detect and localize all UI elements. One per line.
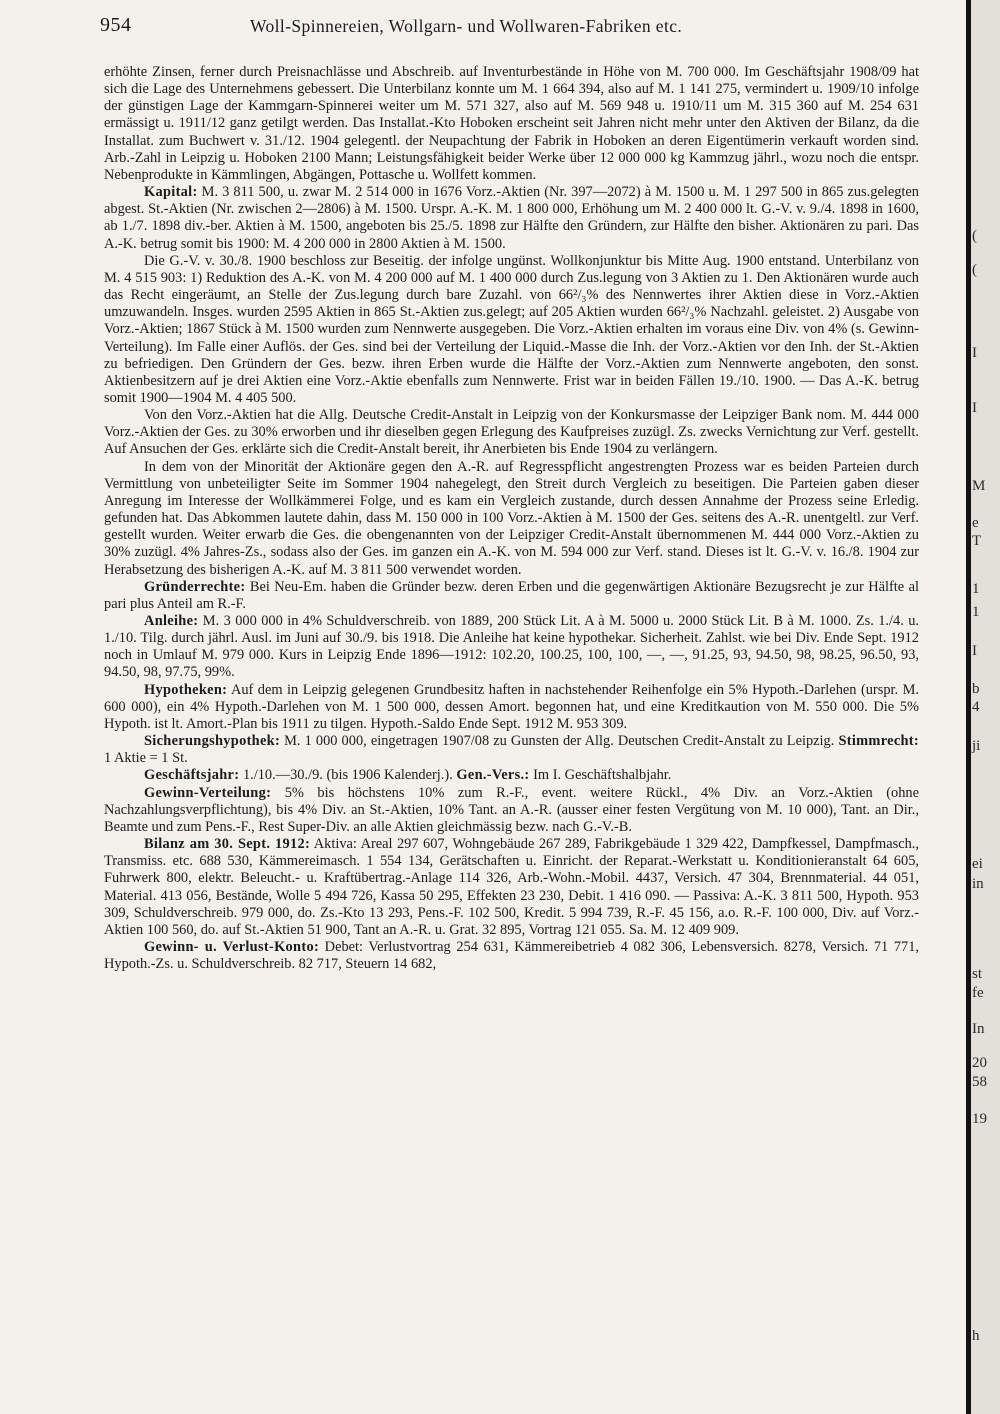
adjacent-page-edge [966,0,1000,1414]
paragraph-text: erhöhte Zinsen, ferner durch Preisnachlässe und Abschreib. auf Inventurbestände in Höhe von M. 700 000. Im Geschäftsjahr 1908/09 hat sich die Lage des Unternehmens gebessert. Die Unterbilanz konnte um M. 1 664 394, also auf M. 1 141 275, vermindert u. 1909/10 infolge der günstigen Lage der Kammgarn-Spinnerei weiter um M. 571 327, also auf M. 569 948 u. 1910/11 um M. 315 360 auf M. 254 631 ermässigt u. 1911/12 ganz getilgt werden. Das Installat.-Kto Hoboken erscheint seit Jahren nicht mehr unter den Aktiven der Bilanz, da die Installat. zum Buchwert v. 31./12. 1904 gelegentl. der Neupachtung der Fabrik in Hoboken an deren Eigentümerin verkauft worden sind. Arb.-Zahl in Leipzig u. Hoboken 2100 Mann; Leistungsfähigkeit beider Werke über 12 000 000 kg Kammzug jährl., wozu noch die entspr. Nebenprodukte in Kämmlingen, Abgängen, Pottasche u. Wollfett kommen. [104,64,919,183]
margin-fragment: ji [972,738,981,754]
paragraph-prozess [104,459,919,579]
paragraph-anleihe [104,613,919,682]
margin-fragment: ( [972,228,977,244]
margin-fragment: h [972,1328,980,1344]
margin-fragment: 58 [972,1074,987,1090]
margin-fragment: st [972,966,983,982]
margin-fragment: ei [972,856,983,872]
paragraph-text: M. 1 000 000, eingetragen 1907/08 zu Gunsten der Allg. Deutschen Credit-Anstalt zu Leipzig. [284,733,835,750]
paragraph-text: Bei Neu-Em. haben die Gründer bezw. deren Erben und die gegenwärtigen Aktionäre Bezugsrecht je zur Hälfte al pari plus Anteil am R.-F. [104,578,919,612]
margin-fragment: I [972,400,977,416]
paragraph-text: Debet: Verlustvortrag 254 631, Kämmereibetrieb 4 082 306, Lebensversich. 8278, Versich. 71 771, Hypoth.-Zs. u. Schuldverschreib. 82 717, Steuern 14 682, [104,938,920,973]
margin-fragment: I [972,643,977,659]
paragraph-hypotheken [104,682,919,733]
margin-fragment: e [972,515,979,531]
paragraph-sicherungshypothek [104,733,919,767]
paragraph-geschaeftsjahr [104,767,919,784]
paragraph-gv-beschluss [104,253,919,407]
paragraph-bilanz [104,836,919,939]
paragraph-text-gen-vers: Im I. Geschäftshalbjahr. [533,767,672,784]
section-label: Gewinn-Verteilung: [144,784,272,801]
section-label-stimmrecht: Stimmrecht: [838,733,919,750]
section-label: Anleihe: [144,613,199,629]
section-label: Geschäftsjahr: [144,767,240,784]
section-label-gen-vers: Gen.-Vers.: [456,767,530,784]
paragraph-gewinn-verlust [104,939,919,973]
page-header [100,14,920,44]
section-label: Gründerrechte: [144,578,246,595]
margin-fragment: 19 [972,1111,987,1127]
paragraph-text: Aktiva: Areal 297 607, Wohngebäude 267 289, Fabrikgebäude 1 329 422, Dampfkessel, Dampfmasch., Transmiss. etc. 688 530, Kämmereimasch. 1 554 134, Gerätschaften u. Einricht. der Reparat.-Werkstatt u. Konditionieranstalt 64 605, Fuhrwerk 800, elektr. Beleucht.- u. Kraftübertrag.-Anlage 114 326, Arb.-Wohn.-Mobil. 4437, Versich. 47 304, Brennmaterial. 44 051, Material. 413 056, Bestände, Wolle 5 494 726, Kassa 50 295, Effekten 23 230, Debit. 1 416 090. — Passiva: A.-K. 3 811 500, Hypoth. 953 309, Schuldverschreib. 979 000, do. Zs.-Kto 13 293, Pens.-F. 102 500, Kredit. 5 994 739, R.-F. 45 156, a.o. R.-F. 100 000, Div. auf Vorz.-Aktien 100 560, do. auf St.-Aktien 51 900, Tant an A.-R. u. Grat. 32 895, Vortrag 121 055. Sa. M. 12 409 909. [104,836,919,938]
paragraph-kapital [104,184,919,253]
paragraph-text: M. 3 811 500, u. zwar M. 2 514 000 in 1676 Vorz.-Aktien (Nr. 397—2072) à M. 1500 u. M. 1 297 500 in 865 zus.gelegten abgest. St.-Aktien (Nr. zwischen 2—2806) à M. 1500. Urspr. A.-K. M. 1 800 000, Erhöhung um M. 2 400 000 lt. G.-V. v. 9./4. 1898 in 1600, ab 1./7. 1898 div.-ber. Aktien à M. 1500, angeboten bis 25./5. 1898 zur Hälfte den Gründern, zur Hälfte den bisher. Aktionären zu pari. Das A.-K. betrug somit bis 1900: M. 4 200 000 in 2800 Aktien à M. 1500. [104,184,919,252]
margin-fragment: T [972,533,982,549]
margin-fragment: 1 [972,604,980,620]
page-number: 954 [100,14,132,36]
paragraph-text: Die G.-V. v. 30./8. 1900 beschloss zur Beseitig. der infolge ungünst. Wollkonjunktur bis Mitte Aug. 1900 entstand. Unterbilanz von M. 4 515 903: 1) Reduktion des A.-K. von M. 4 200 000 auf M. 1 400 000 durch Zus.legung von 3 Aktien zu 1. Den Aktionären wurde auch das Recht eingeräumt, an Stelle der Zus.legung durch bare Zuzahl. von 66²/₃% des Nennwertes ihrer Aktien diese in Vorz.-Aktien umzuwandeln. Insges. wurden 2595 Aktien in 865 St.-Aktien zus.gelegt; auf 205 Aktien wurden 66²/₃% Nachzahl. geleistet. 2) Ausgabe von Vorz.-Aktien; 1867 Stück à M. 1500 wurden zum Nennwerte ausgegeben. Die Vorz.-Aktien erhalten im voraus eine Div. von 4% (s. Gewinn-Verteilung). Im Falle einer Auflös. der Ges. sind bei der Verteilung der Liquid.-Masse die Inh. der Vorz.-Aktien vor den Inh. der St.-Aktien zu befriedigen. Den Gründern der Ges. bezw. ihren Erben wurde die Hälfte der Vorz.-Aktien zum Nennwerte angeboten, den sonst. Aktienbesitzern auf je drei Aktien eine Vorz.-Aktie ebenfalls zum Nennwerte. Frist war in beiden Fällen 19./10. 1900. — Das A.-K. betrug somit 1900—1904 M. 4 405 500. [104,252,919,406]
margin-fragment: 20 [972,1055,987,1071]
section-label: Kapital: [144,184,198,201]
margin-fragment: fe [972,985,984,1001]
margin-fragment: 4 [972,699,980,715]
section-label: Gewinn- u. Verlust-Konto: [144,938,320,955]
section-label: Hypotheken: [144,681,228,698]
paragraph-text: Von den Vorz.-Aktien hat die Allg. Deutsche Credit-Anstalt in Leipzig von der Konkursmasse der Leipziger Bank nom. M. 444 000 Vorz.-Aktien der Ges. zu 30% erworben und ihr dieselben gegen Erlegung des Kaufpreises zuzügl. Zs. zwecks Vernichtung zur Verf. gestellt. Auf Ansuchen der Ges. erklärte sich die Credit-Anstalt bereit, ihr Anerbieten bis Ende 1904 zu verlängern. [104,407,919,458]
body-text [104,64,919,973]
margin-fragment: b [972,681,980,697]
paragraph-text: M. 3 000 000 in 4% Schuldverschreib. von 1889, 200 Stück Lit. A à M. 5000 u. 2000 Stück Lit. B à M. 1000. Zs. 1./4. u. 1./10. Tilg. durch jährl. Ausl. im Juni auf 30./9. bis 1918. Die Anleihe hat keine hypothekar. Sicherheit. Zahlst. wie bei Div. Ende Sept. 1912 noch in Umlauf M. 979 000. Kurs in Leipzig Ende 1896—1912: 102.20, 100.25, 100, 100, —, —, 91.25, 93, 94.50, 98, 98.25, 96.50, 93, 94.50, 98, 97.75, 99%. [104,613,919,681]
margin-fragment: 1 [972,581,980,597]
paragraph-text-stimmrecht: 1 Aktie = 1 St. [104,750,188,767]
paragraph-text: 1./10.—30./9. (bis 1906 Kalenderj.). [242,767,453,784]
paragraph-vorz-aktien [104,407,919,458]
margin-fragment: ( [972,262,977,278]
paragraph-gewinn-verteilung [104,785,919,836]
running-title: Woll-Spinnereien, Wollgarn- und Wollwaren-Fabriken etc. [250,16,683,36]
paragraph-gruenderrechte [104,579,919,613]
adjacent-page-fragments [972,0,998,1414]
paragraph-text: Auf dem in Leipzig gelegenen Grundbesitz haften in nachstehender Reihenfolge ein 5% Hypoth.-Darlehen (urspr. M. 600 000), ein 4% Hypoth.-Darlehen von M. 1 500 000, dessen Amort. begonnen hat, und eine Kreditkaution von M. 550 000. Die 5% Hypoth. ist lt. Amort.-Plan bis 1911 zu tilgen. Hypoth.-Saldo Ende Sept. 1912 M. 953 309. [104,681,919,732]
margin-fragment: in [972,876,984,892]
paragraph-text: In dem von der Minorität der Aktionäre gegen den A.-R. auf Regresspflicht angestrengten Prozess war es beiden Parteien durch Vermittlung von unbeteiligter Seite im Sommer 1904 nahegelegt, den Streit durch Vergleich zu beseitigen. Die Parteien gaben dieser Anregung im Interesse der Wollkämmerei Folge, und es kam ein Vergleich zustande, durch dessen Annahme der Prozess seine Erledig. gefunden hat. Das Abkommen lautete dahin, dass M. 150 000 in 100 Vorz.-Aktien à M. 1500 der Ges. seitens des A.-R. unentgeltl. zur Verf. gestellt wurden. Weiter erwarb die Ges. die obengenannten von der Leipziger Credit-Anstalt übernommenen M. 444 000 Vorz.-Aktien zu 30% zuzügl. 4% Jahres-Zs., sodass also der Ges. im ganzen ein A.-K. von M. 594 000 zur Verf. stand. Dieses ist lt. G.-V. v. 16./8. 1904 zur Herabsetzung des bisherigen A.-K. auf M. 3 811 500 verwendet worden. [104,458,919,578]
margin-fragment: I [972,345,977,361]
margin-fragment: In [972,1021,985,1037]
paragraph-intro [104,64,919,184]
section-label: Sicherungshypothek: [144,733,281,750]
paragraph-text: 5% bis höchstens 10% zum R.-F., event. weitere Rückl., 4% Div. an Vorz.-Aktien (ohne Nachzahlungsverpflichtung), bis 4% Div. an St.-Aktien, 10% Tant. an A.-R. (ausser einer festen Vergütung von M. 10 000), Tant. an Dir., Beamte und zum Pens.-F., Rest Super-Div. an alle Aktien gleichmässig bezw. nach G.-V.-B. [104,784,919,835]
section-label: Bilanz am 30. Sept. 1912: [144,836,311,853]
margin-fragment: M [972,478,986,494]
